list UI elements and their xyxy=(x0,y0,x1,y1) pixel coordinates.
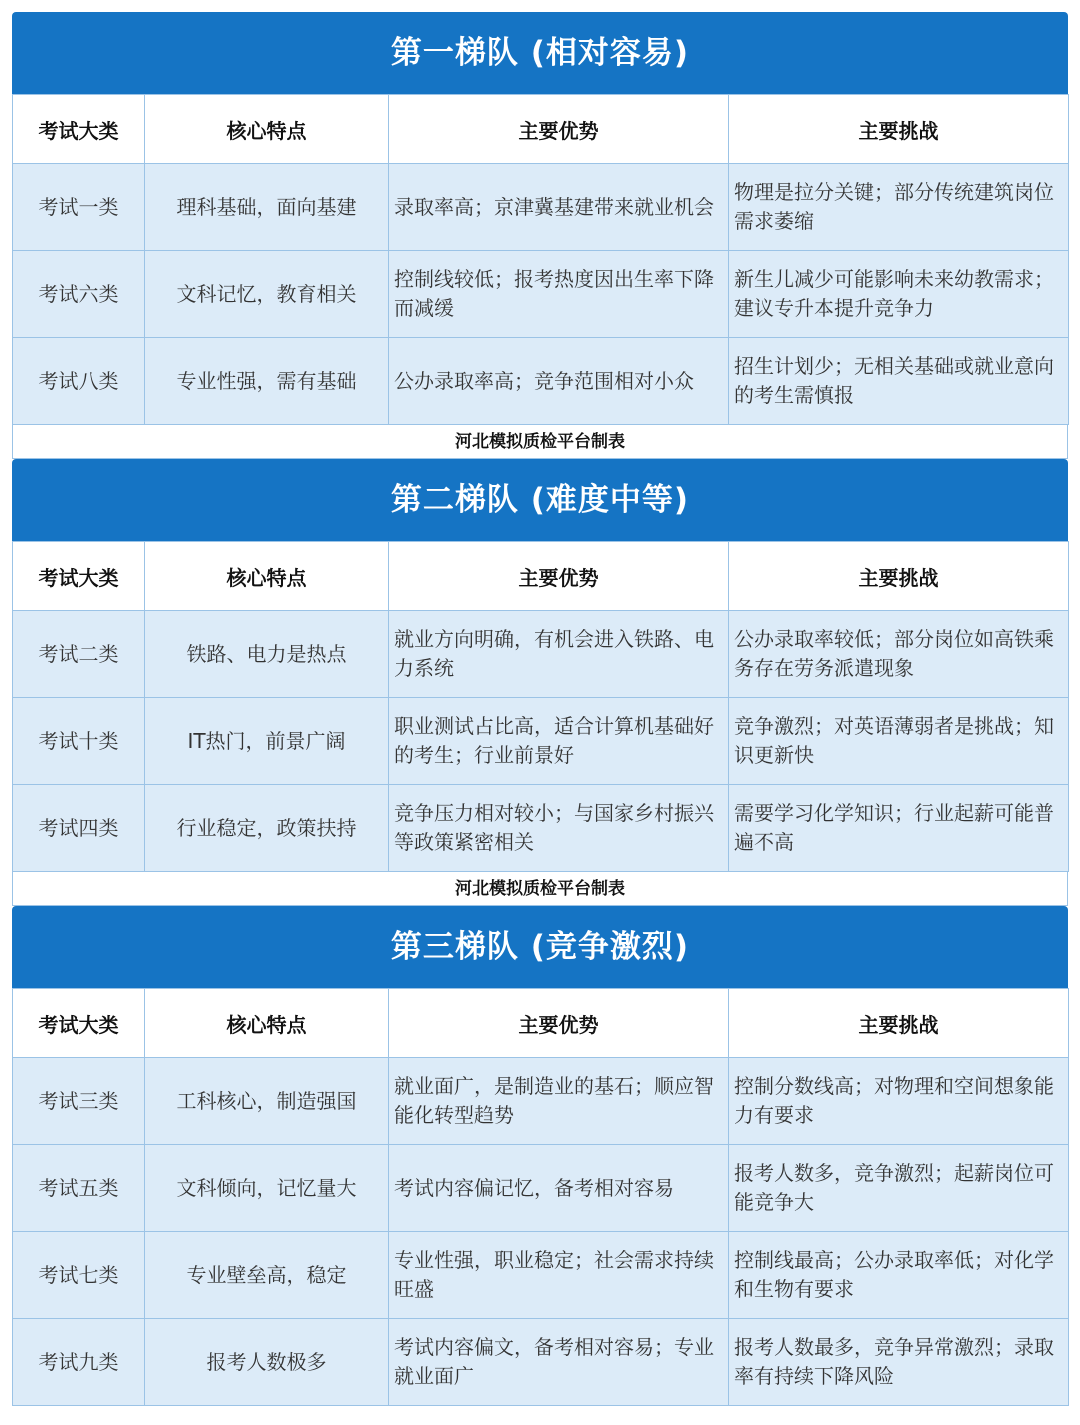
tier-title: 第二梯队 (难度中等) xyxy=(12,459,1068,541)
header-challenge: 主要挑战 xyxy=(729,989,1069,1058)
category-cell: 考试六类 xyxy=(13,251,145,338)
category-cell: 考试七类 xyxy=(13,1232,145,1319)
tier-title: 第一梯队 (相对容易) xyxy=(12,12,1068,94)
tier-table xyxy=(12,94,1069,425)
header-row xyxy=(13,542,1069,611)
feature-cell: 报考人数极多 xyxy=(145,1319,389,1406)
category-cell: 考试一类 xyxy=(13,164,145,251)
advantage-cell: 就业面广，是制造业的基石；顺应智能化转型趋势 xyxy=(389,1058,729,1145)
header-category: 考试大类 xyxy=(13,95,145,164)
header-challenge: 主要挑战 xyxy=(729,95,1069,164)
challenge-cell: 新生儿减少可能影响未来幼教需求；建议专升本提升竞争力 xyxy=(729,251,1069,338)
header-feature: 核心特点 xyxy=(145,95,389,164)
advantage-cell: 职业测试占比高，适合计算机基础好的考生；行业前景好 xyxy=(389,698,729,785)
advantage-cell: 竞争压力相对较小；与国家乡村振兴等政策紧密相关 xyxy=(389,785,729,872)
comparison-document xyxy=(12,12,1068,1406)
advantage-cell: 就业方向明确，有机会进入铁路、电力系统 xyxy=(389,611,729,698)
table-row xyxy=(13,698,1069,785)
challenge-cell: 报考人数最多，竞争异常激烈；录取率有持续下降风险 xyxy=(729,1319,1069,1406)
table-row xyxy=(13,164,1069,251)
header-challenge: 主要挑战 xyxy=(729,542,1069,611)
tier-section-3 xyxy=(12,906,1068,1406)
header-feature: 核心特点 xyxy=(145,989,389,1058)
header-advantage: 主要优势 xyxy=(389,989,729,1058)
feature-cell: 专业性强，需有基础 xyxy=(145,338,389,425)
table-row xyxy=(13,1058,1069,1145)
advantage-cell: 考试内容偏记忆，备考相对容易 xyxy=(389,1145,729,1232)
table-footer: 河北模拟质检平台制表 xyxy=(12,425,1068,459)
category-cell: 考试四类 xyxy=(13,785,145,872)
category-cell: 考试九类 xyxy=(13,1319,145,1406)
challenge-cell: 控制线最高；公办录取率低；对化学和生物有要求 xyxy=(729,1232,1069,1319)
feature-cell: 理科基础，面向基建 xyxy=(145,164,389,251)
challenge-cell: 报考人数多，竞争激烈；起薪岗位可能竞争大 xyxy=(729,1145,1069,1232)
tier-section-2 xyxy=(12,459,1068,906)
header-advantage: 主要优势 xyxy=(389,542,729,611)
header-category: 考试大类 xyxy=(13,989,145,1058)
header-feature: 核心特点 xyxy=(145,542,389,611)
feature-cell: 工科核心，制造强国 xyxy=(145,1058,389,1145)
table-row xyxy=(13,785,1069,872)
header-row xyxy=(13,989,1069,1058)
feature-cell: 文科倾向，记忆量大 xyxy=(145,1145,389,1232)
challenge-cell: 竞争激烈；对英语薄弱者是挑战；知识更新快 xyxy=(729,698,1069,785)
advantage-cell: 控制线较低；报考热度因出生率下降而减缓 xyxy=(389,251,729,338)
feature-cell: 文科记忆，教育相关 xyxy=(145,251,389,338)
challenge-cell: 招生计划少；无相关基础或就业意向的考生需慎报 xyxy=(729,338,1069,425)
category-cell: 考试八类 xyxy=(13,338,145,425)
header-category: 考试大类 xyxy=(13,542,145,611)
header-row xyxy=(13,95,1069,164)
advantage-cell: 专业性强，职业稳定；社会需求持续旺盛 xyxy=(389,1232,729,1319)
category-cell: 考试五类 xyxy=(13,1145,145,1232)
challenge-cell: 物理是拉分关键；部分传统建筑岗位需求萎缩 xyxy=(729,164,1069,251)
advantage-cell: 公办录取率高；竞争范围相对小众 xyxy=(389,338,729,425)
challenge-cell: 公办录取率较低；部分岗位如高铁乘务存在劳务派遣现象 xyxy=(729,611,1069,698)
category-cell: 考试二类 xyxy=(13,611,145,698)
feature-cell: 行业稳定，政策扶持 xyxy=(145,785,389,872)
feature-cell: 专业壁垒高，稳定 xyxy=(145,1232,389,1319)
category-cell: 考试三类 xyxy=(13,1058,145,1145)
challenge-cell: 控制分数线高；对物理和空间想象能力有要求 xyxy=(729,1058,1069,1145)
feature-cell: IT热门，前景广阔 xyxy=(145,698,389,785)
advantage-cell: 录取率高；京津冀基建带来就业机会 xyxy=(389,164,729,251)
tier-table xyxy=(12,541,1069,872)
table-row xyxy=(13,1145,1069,1232)
header-advantage: 主要优势 xyxy=(389,95,729,164)
tier-table xyxy=(12,988,1069,1406)
table-row xyxy=(13,611,1069,698)
tier-section-1 xyxy=(12,12,1068,459)
challenge-cell: 需要学习化学知识；行业起薪可能普遍不高 xyxy=(729,785,1069,872)
table-footer: 河北模拟质检平台制表 xyxy=(12,872,1068,906)
table-row xyxy=(13,338,1069,425)
category-cell: 考试十类 xyxy=(13,698,145,785)
tier-title: 第三梯队 (竞争激烈) xyxy=(12,906,1068,988)
feature-cell: 铁路、电力是热点 xyxy=(145,611,389,698)
table-row xyxy=(13,1319,1069,1406)
table-row xyxy=(13,1232,1069,1319)
table-row xyxy=(13,251,1069,338)
advantage-cell: 考试内容偏文，备考相对容易；专业就业面广 xyxy=(389,1319,729,1406)
